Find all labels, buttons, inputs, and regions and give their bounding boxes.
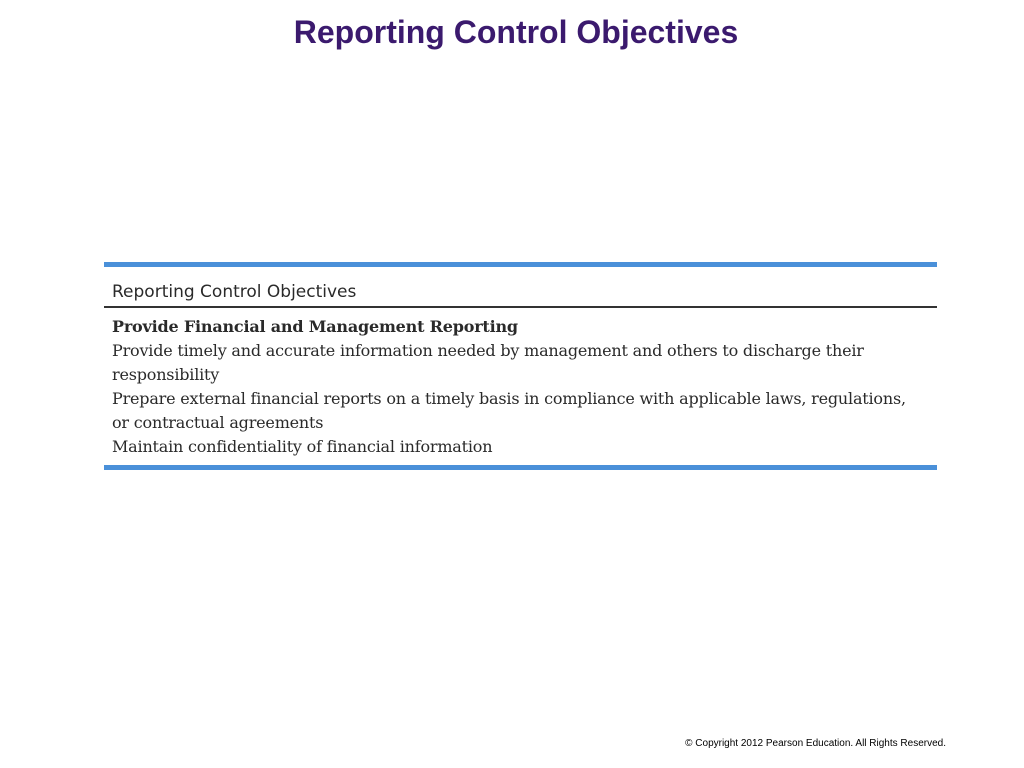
table-heading: Reporting Control Objectives	[112, 282, 357, 302]
objective-item: Maintain confidentiality of financial information	[112, 437, 493, 456]
objective-item: Prepare external financial reports on a timely basis in compliance with applicable laws, regulations, or contractual agreements	[112, 389, 906, 432]
copyright-notice: © Copyright 2012 Pearson Education. All Rights Reserved.	[685, 738, 946, 749]
table-bottom-rule	[104, 465, 937, 470]
table-body	[104, 308, 937, 465]
slide-title: Reporting Control Objectives	[293, 14, 739, 50]
objectives-table-figure	[104, 262, 937, 470]
objective-item: Provide timely and accurate information needed by management and others to discharge their responsibility	[112, 341, 864, 384]
section-header: Provide Financial and Management Reporting	[112, 317, 518, 336]
